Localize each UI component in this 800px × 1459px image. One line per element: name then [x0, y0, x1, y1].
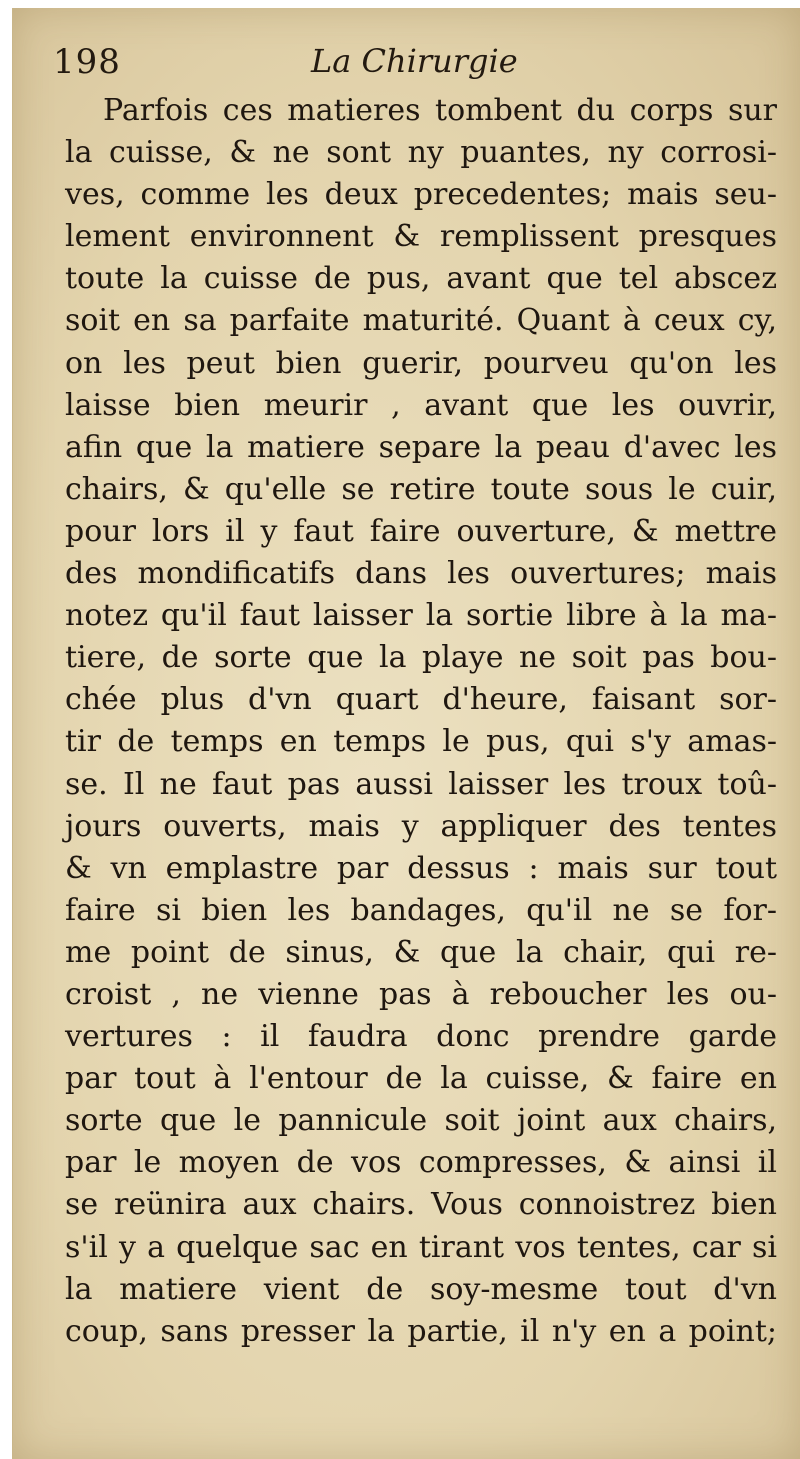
- text-line: tir de temps en temps le pus, qui s'y amas-: [65, 724, 777, 760]
- text-line: par le moyen de vos compresses, & ainsi il: [65, 1145, 777, 1181]
- text-line: tiere, de sorte que la playe ne soit pas bou-: [65, 640, 777, 676]
- book-page: [12, 8, 800, 1459]
- text-line: se. Il ne faut pas aussi laisser les troux toû-: [65, 766, 777, 802]
- text-line: vertures : il faudra donc prendre garde: [65, 1019, 777, 1055]
- text-line: se reünira aux chairs. Vous connoistrez bien: [65, 1187, 777, 1223]
- page-number: 198: [53, 42, 121, 82]
- text-line: s'il y a quelque sac en tirant vos tentes, car si: [65, 1229, 777, 1265]
- text-line: sorte que le pannicule soit joint aux chairs,: [65, 1103, 777, 1139]
- text-line: lement environnent & remplissent presques: [65, 219, 777, 255]
- text-line: la cuisse, & ne sont ny puantes, ny corrosi-: [65, 135, 777, 171]
- text-line: chairs, & qu'elle se retire toute sous le cuir,: [65, 471, 777, 507]
- text-line: croist , ne vienne pas à reboucher les ou-: [65, 976, 777, 1012]
- text-line: me point de sinus, & que la chair, qui re-: [65, 934, 777, 970]
- text-line: ves, comme les deux precedentes; mais seu-: [65, 177, 777, 213]
- text-line: des mondificatifs dans les ouvertures; mais: [65, 556, 777, 592]
- text-line: pour lors il y faut faire ouverture, & mettre: [65, 513, 777, 549]
- running-title: La Chirurgie: [311, 42, 518, 80]
- text-line: & vn emplastre par dessus : mais sur tout: [65, 850, 777, 886]
- text-line: coup, sans presser la partie, il n'y en a point;: [65, 1313, 777, 1349]
- page-header: [53, 42, 773, 92]
- text-line: on les peut bien guerir, pourveu qu'on les: [65, 345, 777, 381]
- text-line: par tout à l'entour de la cuisse, & faire en: [65, 1061, 777, 1097]
- text-line: laisse bien meurir , avant que les ouvrir,: [65, 387, 777, 423]
- text-line: Parfois ces matieres tombent du corps sur: [103, 93, 777, 128]
- text-line: soit en sa parfaite maturité. Quant à ceux cy,: [65, 303, 777, 339]
- text-line: toute la cuisse de pus, avant que tel abscez: [65, 261, 777, 297]
- body-text: [65, 90, 777, 1353]
- text-line: chée plus d'vn quart d'heure, faisant sor-: [65, 682, 777, 718]
- text-line: notez qu'il faut laisser la sortie libre à la ma-: [65, 598, 777, 634]
- text-line: afin que la matiere separe la peau d'avec les: [65, 429, 777, 465]
- text-line: faire si bien les bandages, qu'il ne se for-: [65, 892, 777, 928]
- text-line: la matiere vient de soy-mesme tout d'vn: [65, 1271, 777, 1307]
- text-line: jours ouverts, mais y appliquer des tentes: [65, 808, 777, 844]
